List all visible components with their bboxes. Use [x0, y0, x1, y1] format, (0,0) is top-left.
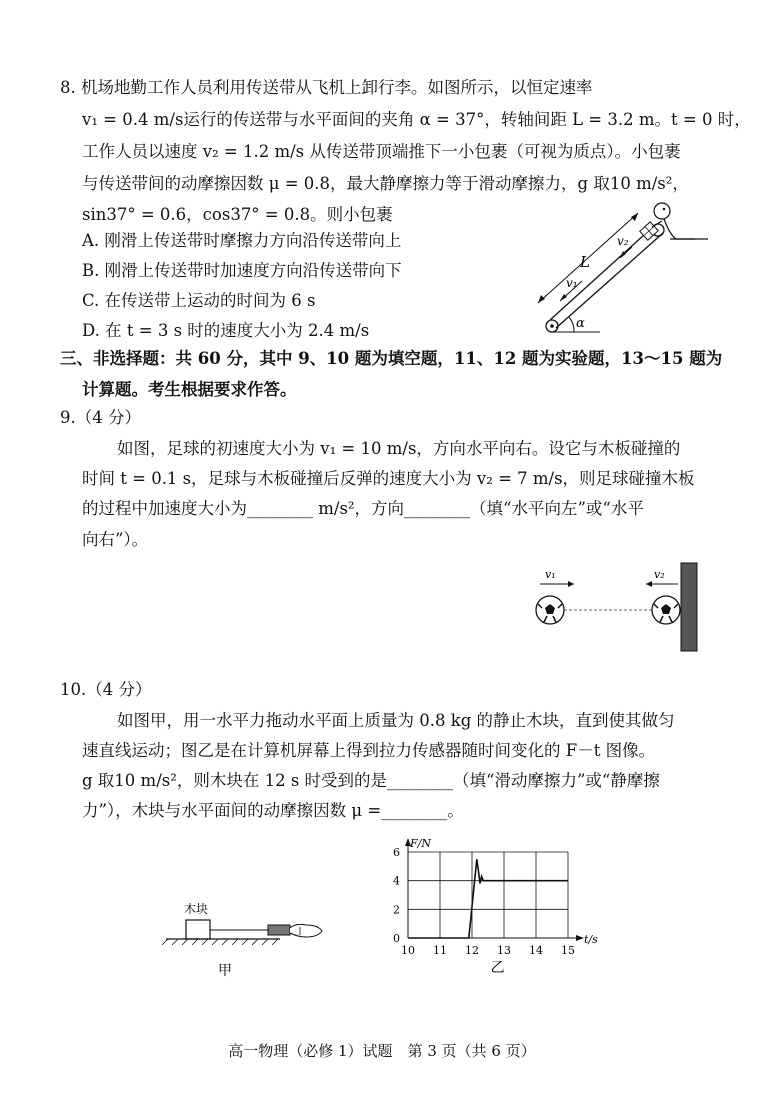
- chart-x-axis-arrow: [576, 935, 584, 941]
- chart-x-tick-label: 11: [433, 944, 447, 957]
- chart-x-tick-label: 13: [497, 944, 511, 957]
- chart-y-tick-label: 4: [393, 874, 400, 888]
- football-v1-label: v₁: [545, 568, 556, 581]
- q9-line-1: 如图，足球的初速度大小为 v₁ = 10 m/s，方向水平向右。设它与木板碰撞的: [117, 439, 681, 458]
- q10-line-2: 速直线运动；图乙是在计算机屏幕上得到拉力传感器随时间变化的 F－t 图像。: [82, 741, 656, 760]
- section3-line-1: 三、非选择题：共 60 分，其中 9、10 题为填空题，11、12 题为实验题，13～15 题为: [60, 349, 723, 368]
- q9-line-3: 的过程中加速度大小为________ m/s²，方向________（填“水平向左”或“水平: [82, 499, 644, 518]
- length-label: L: [580, 253, 590, 271]
- chart-x-tick-label: 10: [401, 944, 415, 957]
- wood-block: [186, 920, 210, 939]
- q9-header: 9.（4 分）: [60, 408, 141, 427]
- q8-line-4: 与传送带间的动摩擦因数 μ = 0.8，最大静摩擦力等于滑动摩擦力，g 取10 m/s²，: [82, 174, 689, 193]
- chart-y-tick-label: 6: [393, 846, 400, 859]
- q9-line-2: 时间 t = 0.1 s，足球与木板碰撞后反弹的速度大小为 v₂ = 7 m/s，则足球碰撞木板: [82, 469, 695, 488]
- chart-series-line: [408, 859, 568, 938]
- q10-line-1: 如图甲，用一水平力拖动水平面上质量为 0.8 kg 的静止木块，直到使其做匀: [117, 711, 675, 730]
- conveyor-figure: [530, 195, 710, 340]
- chart-x-axis-label: t/s: [584, 933, 598, 946]
- alpha-label: α: [576, 316, 585, 331]
- q8-line-3: 工作人员以速度 v₂ = 1.2 m/s 从传送带顶端推下一小包裹（可视为质点）。小包裹: [82, 142, 681, 161]
- football-ball-initial: [536, 596, 564, 624]
- page-footer: 高一物理（必修 1）试题 第 3 页（共 6 页）: [228, 1042, 536, 1060]
- chart-x-tick-label: 15: [561, 944, 575, 957]
- q8-line-1: 8. 机场地勤工作人员利用传送带从飞机上卸行李。如图所示，以恒定速率: [60, 78, 593, 97]
- block-figure: [160, 895, 340, 985]
- q8-option-a: A. 刚滑上传送带时摩擦力方向沿传送带向上: [82, 231, 402, 250]
- fig-jia-caption: 甲: [218, 963, 232, 979]
- force-time-chart: [380, 830, 610, 990]
- q8-option-b: B. 刚滑上传送带时加速度方向沿传送带向下: [82, 261, 402, 280]
- football-ball-wall: [652, 596, 680, 624]
- q8-line-5: sin37° = 0.6，cos37° = 0.8。则小包裹: [82, 205, 393, 224]
- chart-y-axis-label: F/N: [410, 837, 431, 850]
- block-label: 木块: [184, 902, 209, 916]
- wooden-board: [681, 563, 697, 651]
- q10-header: 10.（4 分）: [60, 680, 152, 699]
- chart-x-tick-label: 14: [529, 944, 543, 957]
- q9-line-4: 向右”）。: [82, 530, 149, 549]
- chart-y-tick-label: 0: [393, 932, 400, 945]
- football-figure: [528, 560, 708, 655]
- football-v2-label: v₂: [654, 568, 665, 581]
- q8-option-d: D. 在 t = 3 s 时的速度大小为 2.4 m/s: [82, 321, 370, 340]
- force-sensor: [268, 925, 290, 935]
- chart-y-tick-label: 2: [393, 903, 400, 917]
- q8-line-2: v₁ = 0.4 m/s运行的传送带与水平面间的夹角 α = 37°，转轴间距 L = 3.2 m。t = 0 时，: [82, 110, 751, 129]
- q10-line-3: g 取10 m/s²，则木块在 12 s 时受到的是________（填“滑动摩擦力”或“静摩擦: [82, 771, 660, 790]
- q8-option-c: C. 在传送带上运动的时间为 6 s: [82, 291, 316, 310]
- section3-line-2: 计算题。考生根据要求作答。: [82, 380, 297, 399]
- chart-x-tick-label: 12: [465, 944, 479, 957]
- v1-label: v₁: [566, 276, 578, 290]
- v2-label: v₂: [617, 234, 629, 248]
- q10-line-4: 力”），木块与水平面间的动摩擦因数 μ =________。: [82, 801, 464, 820]
- fig-yi-caption: 乙: [490, 960, 505, 976]
